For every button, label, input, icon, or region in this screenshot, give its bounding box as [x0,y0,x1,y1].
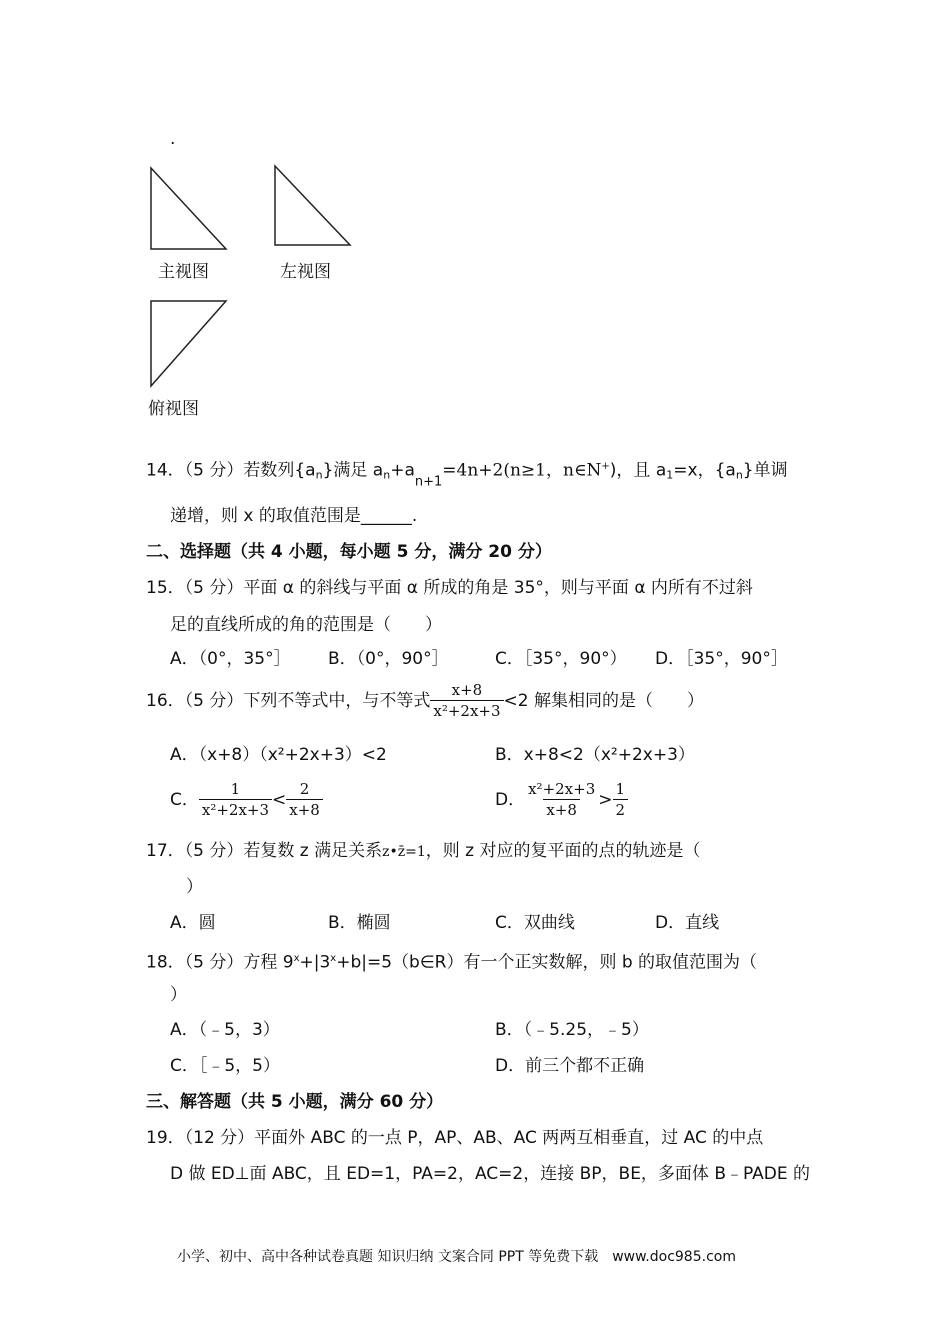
q17-line1: 17．（5 分）若复数 z 满足关系z•z̄=1，则 z 对应的复平面的点的轨迹是（ [146,841,701,861]
q18-option-b: B．（﹣5.25，﹣5） [495,1020,649,1040]
top-view-diagram [140,295,240,395]
q18-option-c: C．［﹣5，5） [170,1056,281,1076]
top-view-triangle [151,301,226,386]
side-view-label: 左视图 [280,262,331,282]
side-view-triangle [275,166,350,245]
q17-option-b: B．椭圆 [328,913,391,933]
q14-line1: 14．（5 分）若数列$\{a_n\}$满足 $a_n+a_{n+1}=4n+2(n\ge 1$，n∈N+)，且 $a_1=x$，$\{a_n\}$单调 [146,460,788,490]
q16-fraction: $\frac{x+8}{\text{x²+2x+3}}$ [430,683,503,719]
q16-option-c: C． $\frac{1}{\text{x²+2x+3}}$ < $\frac{2}{x+8}$ [170,782,323,818]
front-view-label: 主视图 [158,262,209,282]
q15-line1: 15．（5 分）平面 α 的斜线与平面 α 所成的角是 35°，则与平面 α 内所有不过斜 [146,578,753,598]
stray-dot: . [170,129,176,149]
q14-line2: 递增，则 x 的取值范围是______. [170,506,418,526]
q15-line2: 足的直线所成的角的范围是（ ） [170,615,442,635]
q16-option-d: D． $\frac{\text{x²+2x+3}}{x+8}$ > $\frac{1}{2}$ [495,782,628,818]
q17-option-a: A．圆 [170,913,216,933]
q16-option-b: B．x+8<2（x²+2x+3） [495,745,695,765]
q15-option-c: C．［35°，90°） [495,649,627,669]
q15-option-b: B．（0°，90°］ [328,649,449,669]
q16-line1: 16．（5 分）下列不等式中，与不等式 $\frac{x+8}{\text{x²+2x+3}}$ <2 解集相同的是（ ） [146,681,704,720]
q17-line2: ） [186,877,203,897]
q19-line2: D 做 ED⊥面 ABC，且 ED=1，PA=2，AC=2，连接 BP，BE，多面体 B﹣PADE 的 [170,1164,811,1184]
page-footer: 小学、初中、高中各种试卷真题 知识归纳 文案合同 PPT 等免费下载 www.doc985.com [177,1249,736,1265]
q15-option-d: D．［35°，90°］ [655,649,788,669]
q15-option-a: A．（0°，35°］ [170,649,291,669]
front-view-triangle [151,168,226,249]
q16-option-a: A．（x+8）（x²+2x+3）<2 [170,745,387,765]
q18-line1: 18．（5 分）方程 $9^x+|3^x+b|=5(b\in R)$有一个正实数解，则 b 的取值范围为（ [146,952,758,973]
q18-line2: ） [170,985,187,1005]
q18-option-a: A．（﹣5，3） [170,1020,280,1040]
q17-option-c: C．双曲线 [495,913,575,933]
section-3-heading: 三、解答题（共 5 小题，满分 60 分） [146,1092,444,1112]
section-2-heading: 二、选择题（共 4 小题，每小题 5 分，满分 20 分） [146,542,552,562]
q17-option-d: D．直线 [655,913,720,933]
q19-line1: 19．（12 分）平面外 ABC 的一点 P，AP、AB、AC 两两互相垂直，过 AC 的中点 [146,1128,764,1148]
top-view-label: 俯视图 [148,399,199,419]
q18-option-d: D．前三个都不正确 [495,1056,645,1076]
